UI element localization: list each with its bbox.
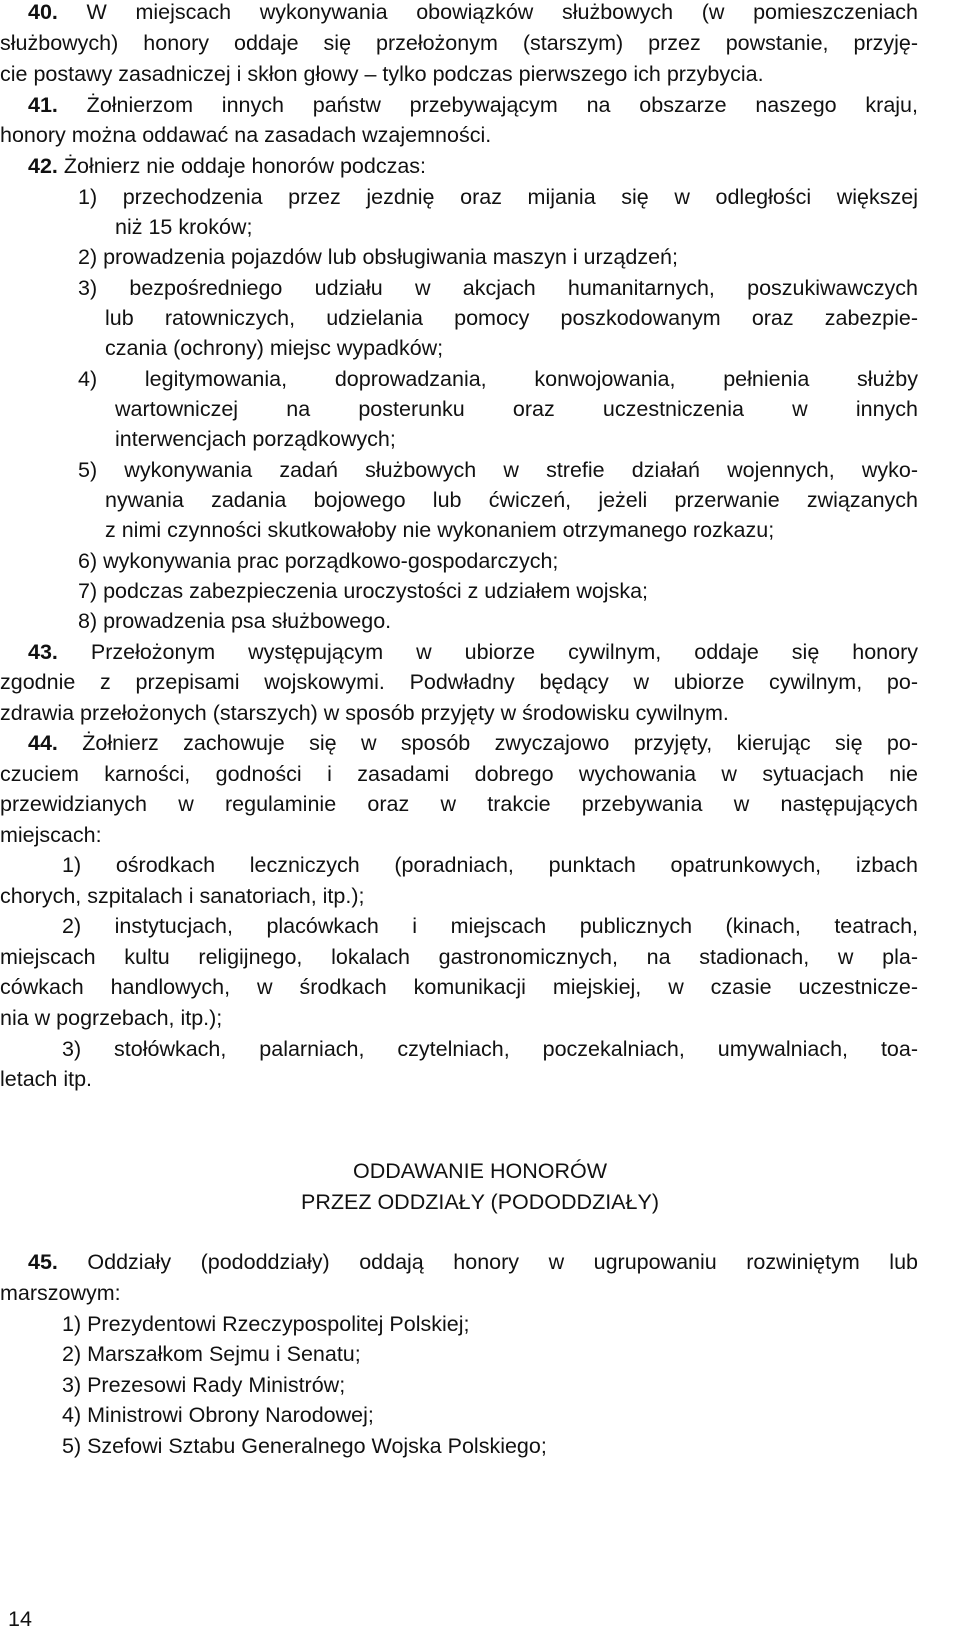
- paragraph-43-line: zdrawia przełożonych (starszych) w sposób przyjęty w środowisku cywilnym.: [0, 701, 729, 725]
- text: Żołnierzom innych państw przebywającym na obszarze naszego kraju,: [57, 93, 918, 117]
- text: Oddziały (pododdziały) oddają honory w ugrupowaniu rozwiniętym lub: [57, 1250, 918, 1274]
- paragraph-number: 42.: [28, 154, 58, 178]
- list-item: 8) prowadzenia psa służbowego.: [78, 609, 392, 633]
- paragraph-44-line: czuciem karności, godności i zasadami dobrego wychowania w sytuacjach nie: [0, 762, 918, 786]
- list-item: 3) bezpośredniego udziału w akcjach humanitarnych, poszukiwawczych: [78, 276, 918, 300]
- section-heading-line-1: ODDAWANIE HONORÓW: [352, 1159, 607, 1183]
- list-item: 1) ośrodkach leczniczych (poradniach, punktach opatrunkowych, izbach: [62, 853, 918, 877]
- list-item: 3) stołówkach, palarniach, czytelniach, poczekalniach, umywalniach, toa-: [62, 1037, 918, 1061]
- section-heading-line-2: PRZEZ ODDZIAŁY (PODODDZIAŁY): [301, 1190, 659, 1214]
- text: Żołnierz zachowuje się w sposób zwyczajowo przyjęty, kierując się po-: [57, 731, 918, 755]
- list-item: 2) Marszałkom Sejmu i Senatu;: [62, 1342, 361, 1366]
- paragraph-44-line: przewidzianych w regulaminie oraz w trakcie przebywania w następujących: [0, 792, 918, 816]
- paragraph-number: 43.: [28, 640, 58, 664]
- list-item: 5) wykonywania zadań służbowych w strefie działań wojennych, wyko-: [78, 458, 918, 482]
- paragraph-number: 44.: [28, 731, 58, 755]
- list-item-continuation: chorych, szpitalach i sanatoriach, itp.);: [0, 884, 365, 908]
- list-item: 3) Prezesowi Rady Ministrów;: [62, 1373, 346, 1397]
- list-item-continuation: nia w pogrzebach, itp.);: [0, 1006, 223, 1030]
- page-number: 14: [8, 1607, 32, 1631]
- paragraph-44-line: miejscach:: [0, 823, 102, 847]
- list-item-continuation: niż 15 kroków;: [115, 215, 253, 239]
- paragraph-41-line: [28, 90, 918, 120]
- paragraph-44-line: [28, 728, 918, 758]
- text: Przełożonym występującym w ubiorze cywilnym, oddaje się honory: [57, 640, 918, 664]
- list-item-continuation: cówkach handlowych, w środkach komunikacji miejskiej, w czasie uczestnicze-: [0, 975, 918, 999]
- list-item-continuation: wartowniczej na posterunku oraz uczestniczenia w innych: [115, 397, 918, 421]
- paragraph-43-line: [28, 637, 918, 667]
- paragraph-45-line: marszowym:: [0, 1281, 121, 1305]
- list-item: 2) instytucjach, placówkach i miejscach publicznych (kinach, teatrach,: [62, 914, 918, 938]
- paragraph-40-line: cie postawy zasadniczej i skłon głowy – tylko podczas pierwszego ich przybycia.: [0, 62, 764, 86]
- list-item-continuation: czania (ochrony) miejsc wypadków;: [105, 336, 444, 360]
- list-item-continuation: lub ratowniczych, udzielania pomocy poszkodowanym oraz zabezpie-: [105, 306, 918, 330]
- list-item: 5) Szefowi Sztabu Generalnego Wojska Polskiego;: [62, 1434, 547, 1458]
- paragraph-40-line: służbowych) honory oddaje się przełożonym (starszym) przez powstanie, przyję-: [0, 31, 918, 55]
- paragraph-number: 45.: [28, 1250, 58, 1274]
- list-item: 6) wykonywania prac porządkowo-gospodarczych;: [78, 549, 559, 573]
- paragraph-number: 41.: [28, 93, 58, 117]
- list-item: 4) Ministrowi Obrony Narodowej;: [62, 1403, 374, 1427]
- list-item-continuation: nywania zadania bojowego lub ćwiczeń, jeżeli przerwanie związanych: [105, 488, 918, 512]
- paragraph-42-intro: [28, 151, 960, 181]
- paragraph-41-line: honory można oddawać na zasadach wzajemności.: [0, 123, 492, 147]
- list-item: 1) Prezydentowi Rzeczypospolitej Polskiej;: [62, 1312, 470, 1336]
- paragraph-number: 40.: [28, 0, 58, 24]
- paragraph-45-line: [28, 1247, 918, 1277]
- list-item-continuation: z nimi czynności skutkowałoby nie wykonaniem otrzymanego rozkazu;: [105, 518, 775, 542]
- list-item-continuation: miejscach kultu religijnego, lokalach gastronomicznych, na stadionach, w pla-: [0, 945, 918, 969]
- text: Żołnierz nie oddaje honorów podczas:: [57, 154, 427, 178]
- list-item: 1) przechodzenia przez jezdnię oraz mijania się w odległości większej: [78, 185, 918, 209]
- text: W miejscach wykonywania obowiązków służbowych (w pomieszczeniach: [57, 0, 918, 24]
- list-item: 7) podczas zabezpieczenia uroczystości z udziałem wojska;: [78, 579, 649, 603]
- list-item: 2) prowadzenia pojazdów lub obsługiwania maszyn i urządzeń;: [78, 245, 678, 269]
- paragraph-43-line: zgodnie z przepisami wojskowymi. Podwładny będący w ubiorze cywilnym, po-: [0, 670, 918, 694]
- list-item-continuation: interwencjach porządkowych;: [115, 427, 396, 451]
- list-item-continuation: letach itp.: [0, 1067, 93, 1091]
- paragraph-40-line: [28, 0, 918, 27]
- list-item: 4) legitymowania, doprowadzania, konwojowania, pełnienia służby: [78, 367, 918, 391]
